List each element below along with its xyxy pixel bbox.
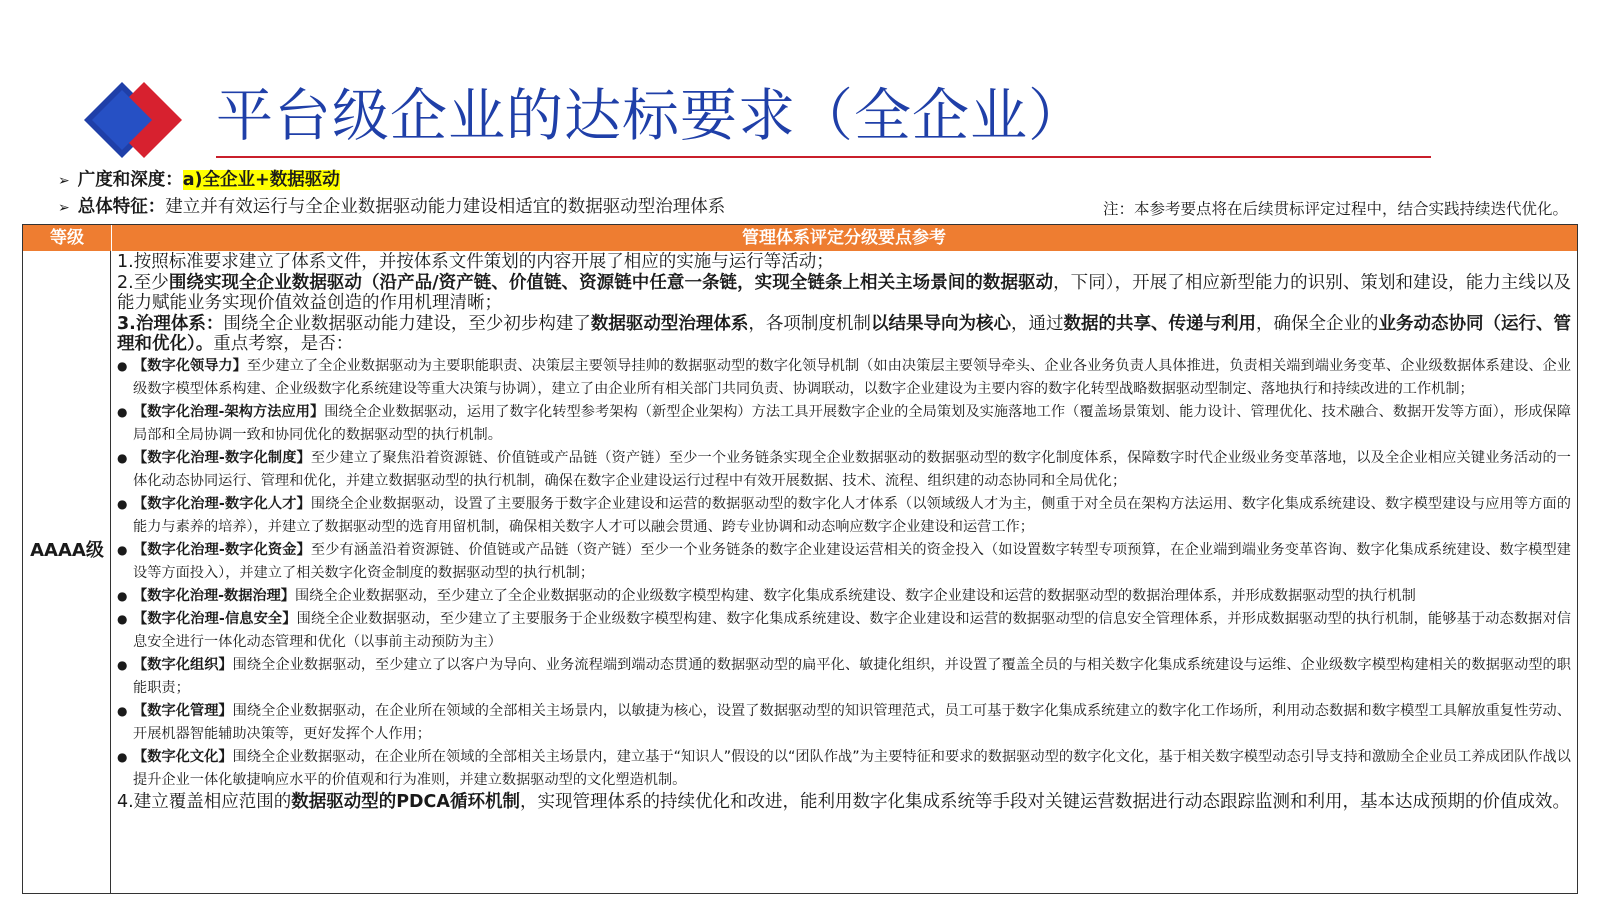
breadth-value: a)全企业+数据驱动: [182, 170, 340, 190]
list-item: ● 【数字化文化】围绕全企业数据驱动，在企业所在领域的全部相关主场景内，建立基于“知识人”假设的以“团队作战”为主要特征和要求的数据驱动型的数字化文化，基于相关数字模型动态引导支持和激励全企业员工养成团队作战以提升企业一体化敏捷响应水平的价值观和行为准则，并建立数据驱动型的文化塑造机制。: [117, 746, 1571, 792]
level-label: [23, 539, 111, 562]
arrow-bullet-icon: ➢: [58, 200, 70, 216]
list-item: ● 【数字化治理-数据治理】围绕全企业数据驱动，至少建立了全企业数据驱动的企业级数字模型构建、数字化集成系统建设、数字企业建设和运营的数据驱动型的数据治理体系，并形成数据驱动型的执行机制: [117, 585, 1571, 608]
arrow-bullet-icon: ➢: [58, 173, 70, 189]
list-item: ● 【数字化治理-信息安全】围绕全企业数据驱动，至少建立了主要服务于企业级数字模型构建、数字化集成系统建设、数字企业建设和运营的数据驱动型的信息安全管理体系，并形成数据驱动型的执行机制，能够基于动态数据对信息安全进行一体化动态管理和优化（以事前主动预防为主）: [117, 608, 1571, 654]
list-item: ● 【数字化组织】围绕全企业数据驱动，至少建立了以客户为导向、业务流程端到端动态贯通的数据驱动型的扁平化、敏捷化组织，并设置了覆盖全员的与相关数字化集成系统建设与运维、企业级数字模型构建相关的数据驱动型的职能职责；: [117, 654, 1571, 700]
point-3: 3.治理体系：围绕全企业数据驱动能力建设，至少初步构建了数据驱动型治理体系，各项制度机制以结果导向为核心，通过数据的共享、传递与利用，确保全企业的业务动态协同（运行、管理和优化）。重点考察，是否：: [117, 313, 1572, 354]
list-item: ● 【数字化治理-数字化制度】至少建立了聚焦沿着资源链、价值链或产品链（资产链）至少一个业务链条实现全企业数据驱动的数据驱动型的数字化制度体系，保障数字时代企业级业务变革落地，以及全企业相应关键业务活动的一体化动态协同运行、管理和优化，并建立数据驱动型的执行机制，确保在数字企业建设运行过程中有效开展数据、技术、流程、组织建的动态协同和全局优化；: [117, 447, 1571, 493]
header-level: 等级: [23, 225, 112, 251]
brand-diamond-logo: [82, 82, 182, 158]
list-item: ● 【数字化领导力】至少建立了全企业数据驱动为主要职能职责、决策层主要领导挂帅的数据驱动型的数字化领导机制（如由决策层主要领导牵头、企业各业务负责人具体推进，负责相关端到端业务变革、企业级数据体系建设、企业级数字模型体系构建、企业级数字化系统建设等重大决策与协调），建立了由企业所有相关部门共同负责、协调联动，以数字企业建设为主要内容的数字化转型战略数据驱动型制定、落地执行和持续改进的工作机制；: [117, 355, 1571, 401]
bullet-dot-icon: ●: [117, 611, 128, 626]
list-item: ● 【数字化治理-架构方法应用】围绕全企业数据驱动，运用了数字化转型参考架构（新型企业架构）方法工具开展数字企业的全局策划及实施落地工作（覆盖场景策划、能力设计、管理优化、技术融合、数据开发等方面），形成保障局部和全局协调一致和协同优化的数据驱动型的执行机制。: [117, 401, 1571, 447]
point-1: 1.按照标准要求建立了体系文件，并按体系文件策划的内容开展了相应的实施与运行等活动；: [117, 252, 834, 272]
breadth-label: 广度和深度：: [77, 170, 183, 190]
list-item: ● 【数字化管理】围绕全企业数据驱动，在企业所在领域的全部相关主场景内，以敏捷为核心，设置了数据驱动型的知识管理范式，员工可基于数字化集成系统建立的数字化工作场所，利用动态数据和数字模型工具解放重复性劳动、开展机器智能辅助决策等，更好发挥个人作用；: [117, 700, 1571, 746]
list-item: ● 【数字化治理-数字化人才】围绕全企业数据驱动，设置了主要服务于数字企业建设和运营的数据驱动型的数字化人才体系（以领域级人才为主，侧重于对全员在架构方法运用、数字化集成系统建设、数字模型建设与应用等方面的能力与素养的培养），并建立了数据驱动型的选育用留机制，确保相关数字人才可以融会贯通、跨专业协调和动态响应数字企业建设和运营工作；: [117, 493, 1571, 539]
title-divider: [216, 156, 1431, 158]
reference-note: 注：本参考要点将在后续贯标评定过程中，结合实践持续迭代优化。: [1102, 200, 1568, 218]
level-value: AAAA级: [30, 540, 104, 561]
bullet-dot-icon: ●: [117, 657, 128, 672]
level-column: [23, 251, 111, 893]
header-points: 管理体系评定分级要点参考: [742, 228, 946, 248]
breadth-line: [58, 168, 340, 193]
bullet-dot-icon: ●: [117, 496, 128, 511]
overall-line: [58, 195, 725, 220]
overall-label: 总体特征：: [77, 197, 166, 217]
bullet-dot-icon: ●: [117, 450, 128, 465]
bullet-dot-icon: ●: [117, 749, 128, 764]
list-item: ● 【数字化治理-数字化资金】至少有涵盖沿着资源链、价值链或产品链（资产链）至少一个业务链条的数字企业建设运营相关的资金投入（如设置数字转型专项预算，在企业端到端业务变革咨询、数字化集成系统建设、数字模型建设等方面投入），并建立了相关数字化资金制度的数据驱动型的执行机制；: [117, 539, 1571, 585]
page-title: 平台级企业的达标要求（全企业）: [216, 83, 1086, 149]
point-2: 2.至少围绕实现全企业数据驱动（沿产品/资产链、价值链、资源链中任意一条链，实现全链条上相关主场景间的数据驱动，下同），开展了相应新型能力的识别、策划和建设，能力主线以及能力赋能业务实现价值效益创造的作用机理清晰；: [117, 272, 1571, 313]
bullet-dot-icon: ●: [117, 358, 128, 373]
overall-value: 建立并有效运行与全企业数据驱动能力建设相适宜的数据驱动型治理体系: [165, 197, 726, 217]
criteria-content: [117, 252, 1571, 893]
bullet-dot-icon: ●: [117, 404, 128, 419]
bullet-dot-icon: ●: [117, 588, 128, 603]
criteria-table: [22, 224, 1578, 894]
bullet-dot-icon: ●: [117, 703, 128, 718]
point-4: 4.建立覆盖相应范围的数据驱动型的PDCA循环机制，实现管理体系的持续优化和改进，能利用数字化集成系统等手段对关键运营数据进行动态跟踪监测和利用，基本达成预期的价值成效。: [117, 791, 1570, 812]
table-header: [23, 225, 1577, 251]
bullet-dot-icon: ●: [117, 542, 128, 557]
